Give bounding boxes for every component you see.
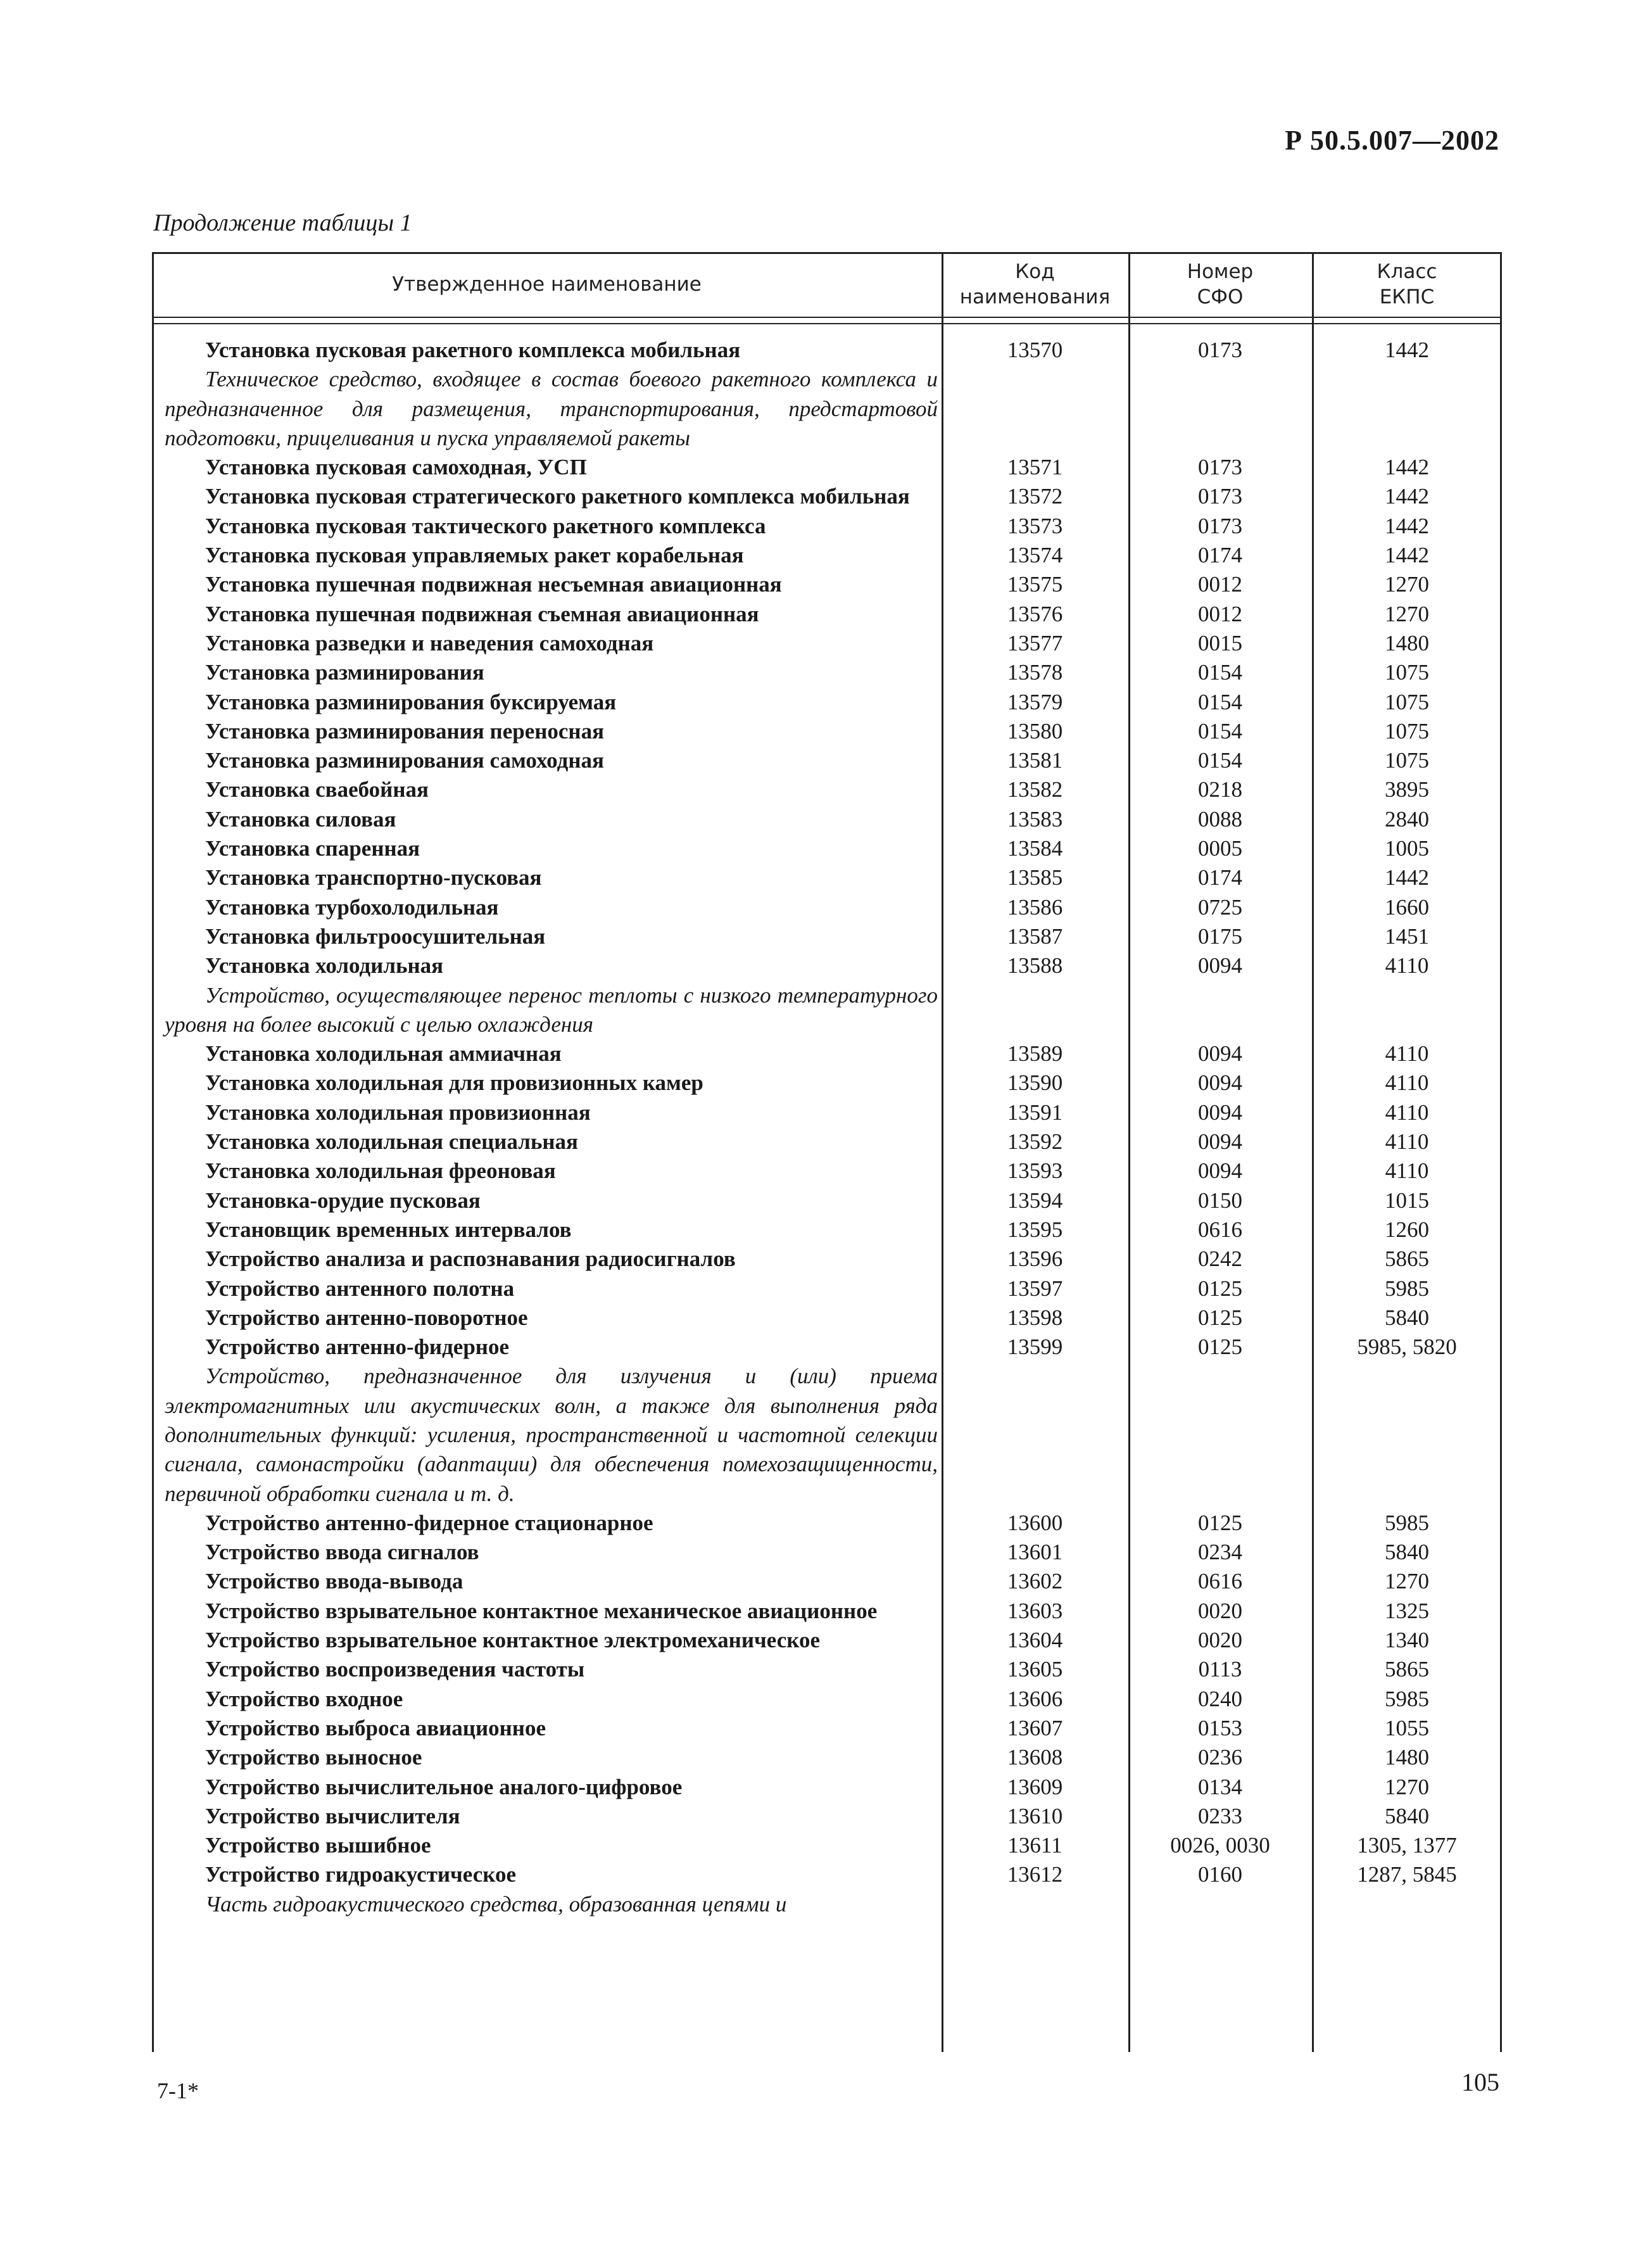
table-row	[152, 1538, 1502, 1567]
name-cell: Устройство взрывательное контактное механическое авиационное	[205, 1598, 878, 1623]
table-row	[152, 1127, 1502, 1156]
name-cell: Устройство выброса авиационное	[205, 1715, 546, 1740]
code-cell: 13609	[1007, 1774, 1063, 1799]
code-cell: 13599	[1007, 1334, 1063, 1360]
ekps-cell: 5840	[1385, 1540, 1429, 1565]
name-cell: Устройство ввода сигналов	[205, 1540, 479, 1565]
name-cell: Установка холодильная аммиачная	[205, 1041, 562, 1067]
name-cell: Установка-орудие пусковая	[205, 1188, 481, 1213]
table-row	[152, 541, 1502, 570]
sfo-cell: 0020	[1198, 1598, 1242, 1623]
ekps-cell: 1005	[1385, 836, 1429, 861]
table-row	[152, 1626, 1502, 1655]
name-cell: Устройство, предназначенное для излучения и (или) приема электромагнитных или акустических волн, а также для выполнения ряда дополнительных функций: усиления, пространственной и частотной селекции сигнала, самонастройки (адаптации) для обеспечения помехозащищенности, первичной обработки сигнала и т. д.	[165, 1364, 938, 1506]
sfo-cell: 0242	[1198, 1246, 1242, 1272]
sfo-cell: 0094	[1198, 953, 1242, 979]
sfo-cell: 0174	[1198, 543, 1242, 568]
ekps-cell: 1442	[1385, 455, 1429, 480]
ekps-cell: 4110	[1385, 1099, 1429, 1125]
ekps-cell: 4110	[1385, 1041, 1429, 1067]
sfo-cell: 0094	[1198, 1041, 1242, 1067]
ekps-cell	[1312, 1890, 1502, 1919]
table-row	[152, 1831, 1502, 1860]
sfo-cell: 0150	[1198, 1188, 1242, 1213]
name-cell: Устройство воспроизведения частоты	[205, 1657, 585, 1682]
sfo-cell: 0218	[1198, 777, 1242, 802]
table-caption: Продолжение таблицы 1	[153, 210, 412, 236]
sfo-cell: 0094	[1198, 1070, 1242, 1096]
code-cell: 13578	[1007, 660, 1063, 685]
ekps-cell: 1075	[1385, 660, 1429, 685]
code-cell: 13607	[1007, 1715, 1063, 1740]
ekps-cell: 1270	[1385, 1569, 1429, 1594]
table-row	[152, 336, 1502, 365]
name-cell: Установка транспортно-пусковая	[205, 865, 542, 890]
table-row	[152, 1802, 1502, 1831]
table-row	[152, 922, 1502, 951]
ekps-cell: 1305, 1377	[1357, 1833, 1457, 1858]
sheet-mark: 7-1*	[157, 2078, 199, 2103]
code-cell: 13588	[1007, 953, 1063, 979]
ekps-cell: 4110	[1385, 953, 1429, 979]
ekps-cell: 5985	[1385, 1686, 1429, 1711]
code-cell: 13582	[1007, 777, 1063, 802]
table-row	[152, 1186, 1502, 1215]
code-cell: 13581	[1007, 748, 1063, 773]
sfo-cell: 0088	[1198, 806, 1242, 832]
ekps-cell: 1442	[1385, 513, 1429, 538]
header-separator-double	[152, 323, 1502, 324]
code-cell: 13611	[1007, 1833, 1062, 1858]
name-cell: Устройство входное	[205, 1686, 403, 1711]
sfo-cell: 0094	[1198, 1099, 1242, 1125]
name-cell: Установка пусковая ракетного комплекса мобильная	[205, 338, 741, 362]
name-cell: Установка спаренная	[205, 836, 420, 861]
name-cell: Устройство вычислителя	[205, 1803, 460, 1828]
ekps-cell: 1480	[1385, 1745, 1429, 1770]
name-cell: Установка пусковая стратегического ракетного комплекса мобильная	[205, 484, 910, 509]
sfo-cell: 0094	[1198, 1158, 1242, 1184]
ekps-cell: 1442	[1385, 865, 1429, 890]
sfo-cell: 0113	[1198, 1657, 1242, 1682]
sfo-cell: 0020	[1198, 1628, 1242, 1653]
ekps-cell: 5985	[1385, 1510, 1429, 1535]
code-cell: 13602	[1007, 1569, 1063, 1594]
ekps-cell: 1075	[1385, 689, 1429, 714]
code-cell: 13612	[1007, 1862, 1063, 1887]
table-row	[152, 1245, 1502, 1274]
code-cell: 13597	[1007, 1276, 1063, 1301]
code-cell: 13572	[1007, 484, 1063, 509]
code-cell: 13576	[1007, 601, 1063, 626]
sfo-cell	[1128, 1362, 1312, 1508]
ekps-cell: 1442	[1385, 543, 1429, 568]
ekps-cell: 1340	[1385, 1628, 1429, 1653]
table-row	[152, 1274, 1502, 1303]
sfo-cell: 0094	[1198, 1129, 1242, 1155]
code-cell: 13571	[1007, 455, 1063, 480]
sfo-cell: 0125	[1198, 1305, 1242, 1330]
table-row	[152, 834, 1502, 863]
ekps-cell: 5840	[1385, 1803, 1429, 1828]
table-row	[152, 453, 1502, 482]
name-cell: Устройство ввода-вывода	[205, 1569, 463, 1594]
name-cell: Устройство вышибное	[205, 1833, 431, 1858]
sfo-cell: 0015	[1198, 630, 1242, 656]
table-row	[152, 1303, 1502, 1333]
sfo-cell: 0154	[1198, 660, 1242, 685]
table-row	[152, 1685, 1502, 1714]
ekps-cell: 5840	[1385, 1305, 1429, 1330]
ekps-cell: 4110	[1385, 1129, 1429, 1155]
ekps-cell: 5985, 5820	[1357, 1334, 1457, 1360]
table-row	[152, 600, 1502, 629]
sfo-cell: 0026, 0030	[1170, 1833, 1270, 1858]
name-cell: Установка разминирования	[205, 660, 484, 685]
ekps-cell: 1270	[1385, 601, 1429, 626]
table-row	[152, 1655, 1502, 1684]
ekps-cell: 1270	[1385, 572, 1429, 597]
ekps-cell: 1260	[1385, 1217, 1429, 1242]
table-row	[152, 1567, 1502, 1596]
column-header-name: Утвержденное наименование	[392, 272, 702, 296]
sfo-cell: 0153	[1198, 1715, 1242, 1740]
code-cell	[942, 981, 1128, 1040]
code-cell: 13601	[1007, 1540, 1063, 1565]
code-cell: 13580	[1007, 718, 1063, 744]
table-row	[152, 1156, 1502, 1186]
name-cell: Установка пушечная подвижная съемная авиационная	[205, 601, 759, 626]
sfo-cell: 0134	[1198, 1774, 1242, 1799]
sfo-cell	[1128, 365, 1312, 453]
sfo-cell: 0236	[1198, 1745, 1242, 1770]
page-number: 105	[1461, 2068, 1499, 2096]
ekps-cell: 1075	[1385, 718, 1429, 744]
code-cell: 13604	[1007, 1628, 1063, 1653]
ekps-cell: 1480	[1385, 630, 1429, 656]
classifier-table	[152, 252, 1502, 2052]
code-cell: 13603	[1007, 1598, 1063, 1623]
ekps-cell: 5985	[1385, 1276, 1429, 1301]
code-cell: 13590	[1007, 1070, 1063, 1096]
name-cell: Установка холодильная специальная	[205, 1129, 578, 1155]
table-row	[152, 629, 1502, 658]
code-cell	[942, 365, 1128, 453]
code-cell: 13574	[1007, 543, 1063, 568]
sfo-cell: 0234	[1198, 1540, 1242, 1565]
ekps-cell: 1287, 5845	[1357, 1862, 1457, 1887]
name-cell: Установка пусковая управляемых ракет корабельная	[205, 543, 744, 568]
ekps-cell: 1451	[1385, 923, 1429, 949]
name-cell: Устройство антенно-фидерное	[205, 1334, 510, 1360]
name-cell: Установщик временных интервалов	[205, 1217, 572, 1242]
code-cell	[942, 1890, 1128, 1919]
table-row	[152, 1098, 1502, 1127]
ekps-cell: 1325	[1385, 1598, 1429, 1623]
code-cell: 13596	[1007, 1246, 1063, 1272]
sfo-cell: 0173	[1198, 484, 1242, 509]
table-row	[152, 658, 1502, 687]
table-row	[152, 1068, 1502, 1098]
name-cell: Установка пушечная подвижная несъемная авиационная	[205, 572, 782, 597]
ekps-cell	[1312, 981, 1502, 1040]
name-cell: Устройство анализа и распознавания радиосигналов	[205, 1246, 736, 1272]
ekps-cell: 1075	[1385, 748, 1429, 773]
ekps-cell: 1442	[1385, 484, 1429, 509]
table-row	[152, 512, 1502, 541]
name-cell: Установка холодильная провизионная	[205, 1099, 591, 1125]
sfo-cell: 0005	[1198, 836, 1242, 861]
table-body	[152, 336, 1502, 1919]
code-cell: 13585	[1007, 865, 1063, 890]
sfo-cell: 0240	[1198, 1686, 1242, 1711]
ekps-cell: 1270	[1385, 1774, 1429, 1799]
code-cell: 13610	[1007, 1803, 1063, 1828]
table-row	[152, 951, 1502, 980]
definition-row	[152, 1362, 1502, 1508]
sfo-cell: 0160	[1198, 1862, 1242, 1887]
ekps-cell: 3895	[1385, 777, 1429, 802]
table-row	[152, 1333, 1502, 1362]
column-header-code: Код наименования	[959, 260, 1111, 308]
ekps-cell: 2840	[1385, 806, 1429, 832]
sfo-cell: 0012	[1198, 572, 1242, 597]
code-cell: 13583	[1007, 806, 1063, 832]
name-cell: Устройство антенного полотна	[205, 1276, 515, 1301]
table-row	[152, 482, 1502, 511]
code-cell: 13579	[1007, 689, 1063, 714]
name-cell: Устройство антенно-поворотное	[205, 1305, 528, 1330]
table-row	[152, 1714, 1502, 1743]
ekps-cell: 1055	[1385, 1715, 1429, 1740]
ekps-cell: 4110	[1385, 1158, 1429, 1184]
code-cell: 13570	[1007, 338, 1063, 362]
code-cell: 13586	[1007, 894, 1063, 920]
sfo-cell: 0175	[1198, 923, 1242, 949]
header-separator	[152, 317, 1502, 318]
name-cell: Устройство вычислительное аналого-цифровое	[205, 1774, 683, 1799]
name-cell: Установка разминирования переносная	[205, 718, 605, 744]
table-row	[152, 1039, 1502, 1068]
table-row	[152, 1743, 1502, 1772]
name-cell: Установка разминирования буксируемая	[205, 689, 617, 714]
name-cell: Установка силовая	[205, 806, 396, 832]
name-cell: Установка фильтроосушительная	[205, 923, 546, 949]
table-row	[152, 1597, 1502, 1626]
ekps-cell: 4110	[1385, 1070, 1429, 1096]
name-cell: Установка пусковая тактического ракетного комплекса	[205, 513, 766, 538]
code-cell: 13594	[1007, 1188, 1063, 1213]
code-cell: 13589	[1007, 1041, 1063, 1067]
ekps-cell: 1660	[1385, 894, 1429, 920]
name-cell: Устройство, осуществляющее перенос теплоты с низкого температурного уровня на более высокий с целью охлаждения	[165, 982, 938, 1037]
sfo-cell	[1128, 1890, 1312, 1919]
name-cell: Установка холодильная для провизионных камер	[205, 1070, 703, 1096]
sfo-cell: 0616	[1198, 1217, 1242, 1242]
sfo-cell: 0173	[1198, 513, 1242, 538]
code-cell: 13573	[1007, 513, 1063, 538]
code-cell: 13577	[1007, 630, 1063, 656]
definition-row	[152, 365, 1502, 453]
table-row	[152, 1215, 1502, 1245]
name-cell: Установка пусковая самоходная, УСП	[205, 455, 587, 480]
table-row	[152, 717, 1502, 746]
ekps-cell: 1442	[1385, 338, 1429, 362]
table-row	[152, 1509, 1502, 1538]
definition-row	[152, 981, 1502, 1040]
table-row	[152, 893, 1502, 922]
sfo-cell: 0173	[1198, 455, 1242, 480]
sfo-cell: 0174	[1198, 865, 1242, 890]
code-cell: 13598	[1007, 1305, 1063, 1330]
name-cell: Часть гидроакустического средства, образованная цепями и	[205, 1891, 787, 1916]
sfo-cell: 0125	[1198, 1276, 1242, 1301]
sfo-cell: 0173	[1198, 338, 1242, 362]
code-cell: 13584	[1007, 836, 1063, 861]
column-header-sfo: Номер СФО	[1187, 260, 1254, 308]
sfo-cell: 0012	[1198, 601, 1242, 626]
name-cell: Устройство выносное	[205, 1745, 422, 1770]
ekps-cell: 5865	[1385, 1657, 1429, 1682]
sfo-cell: 0233	[1198, 1803, 1242, 1828]
table-row	[152, 1773, 1502, 1802]
sfo-cell	[1128, 981, 1312, 1040]
name-cell: Устройство гидроакустическое	[205, 1862, 517, 1887]
code-cell: 13591	[1007, 1099, 1063, 1125]
name-cell: Установка турбохолодильная	[205, 894, 499, 920]
table-row	[152, 1860, 1502, 1889]
table-row	[152, 688, 1502, 717]
name-cell: Устройство взрывательное контактное электромеханическое	[205, 1628, 820, 1653]
definition-row	[152, 1890, 1502, 1919]
sfo-cell: 0725	[1198, 894, 1242, 920]
standard-code: Р 50.5.007—2002	[1285, 125, 1499, 156]
table-row	[152, 746, 1502, 775]
name-cell: Устройство антенно-фидерное стационарное	[205, 1510, 653, 1535]
code-cell: 13595	[1007, 1217, 1063, 1242]
code-cell: 13593	[1007, 1158, 1063, 1184]
sfo-cell: 0125	[1198, 1334, 1242, 1360]
ekps-cell: 1015	[1385, 1188, 1429, 1213]
name-cell: Установка холодильная	[205, 953, 444, 979]
name-cell: Техническое средство, входящее в состав боевого ракетного комплекса и предназначенное для размещения, транспортирования, предстартовой подготовки, прицеливания и пуска управляемой ракеты	[165, 367, 938, 450]
ekps-cell	[1312, 365, 1502, 453]
sfo-cell: 0125	[1198, 1510, 1242, 1535]
table-row	[152, 805, 1502, 834]
name-cell: Установка разведки и наведения самоходная	[205, 630, 654, 656]
code-cell: 13592	[1007, 1129, 1063, 1155]
ekps-cell: 5865	[1385, 1246, 1429, 1272]
code-cell	[942, 1362, 1128, 1508]
sfo-cell: 0154	[1198, 689, 1242, 714]
sfo-cell: 0154	[1198, 748, 1242, 773]
code-cell: 13587	[1007, 923, 1063, 949]
name-cell: Установка сваебойная	[205, 777, 429, 802]
name-cell: Установка разминирования самоходная	[205, 748, 604, 773]
sfo-cell: 0154	[1198, 718, 1242, 744]
code-cell: 13600	[1007, 1510, 1063, 1535]
code-cell: 13605	[1007, 1657, 1063, 1682]
table-row	[152, 570, 1502, 599]
table-row	[152, 775, 1502, 804]
ekps-cell	[1312, 1362, 1502, 1508]
table-row	[152, 863, 1502, 892]
code-cell: 13608	[1007, 1745, 1063, 1770]
column-header-ekps: Класс ЕКПС	[1377, 260, 1437, 308]
code-cell: 13606	[1007, 1686, 1063, 1711]
name-cell: Установка холодильная фреоновая	[205, 1158, 556, 1184]
code-cell: 13575	[1007, 572, 1063, 597]
sfo-cell: 0616	[1198, 1569, 1242, 1594]
